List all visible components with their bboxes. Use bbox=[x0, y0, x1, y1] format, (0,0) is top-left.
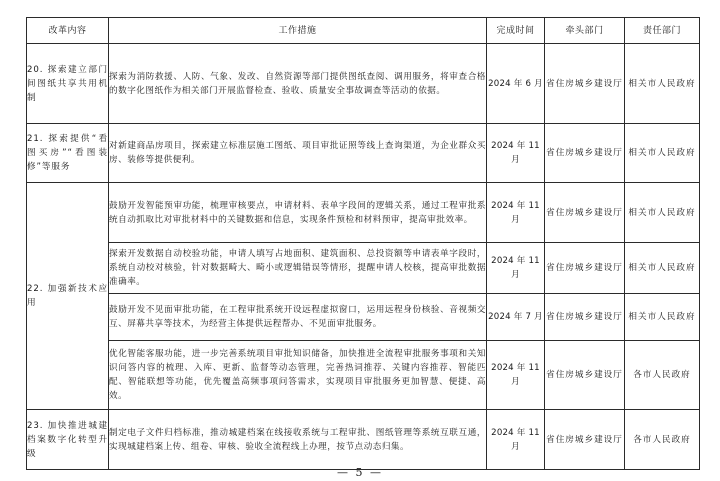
completion-time-cell: 2024 年 11 月 bbox=[487, 410, 545, 470]
responsible-department-cell: 各市人民政府 bbox=[625, 341, 700, 410]
lead-department-cell: 省住房城乡建设厅 bbox=[545, 124, 625, 183]
lead-department-cell: 省住房城乡建设厅 bbox=[545, 243, 625, 294]
completion-time-cell: 2024 年 11 月 bbox=[487, 243, 545, 294]
responsible-department-cell: 相关市人民政府 bbox=[625, 183, 700, 243]
table-row bbox=[27, 124, 700, 183]
table-row bbox=[27, 294, 700, 341]
lead-department-cell: 省住房城乡建设厅 bbox=[545, 183, 625, 243]
completion-time-cell: 2024 年 11 月 bbox=[487, 183, 545, 243]
table-header-row bbox=[27, 18, 700, 44]
table-row bbox=[27, 44, 700, 124]
completion-time-cell: 2024 年 11 月 bbox=[487, 341, 545, 410]
completion-time-cell: 2024 年 7 月 bbox=[487, 294, 545, 341]
table-row bbox=[27, 341, 700, 410]
lead-department-cell: 省住房城乡建设厅 bbox=[545, 44, 625, 124]
table-row bbox=[27, 183, 700, 243]
work-measure-cell: 探索为消防救援、人防、气象、发改、自然资源等部门提供图纸查阅、调用服务，将审查合格的数字化图纸作为相关部门开展监督检查、验收、质量安全事故调查等活动的依据。 bbox=[109, 44, 487, 124]
work-measure-cell: 鼓励开发不见面审批功能，在工程审批系统开设远程虚拟窗口，运用远程身份核验、音视频交互、屏幕共享等技术，为经营主体提供远程帮办、不见面审批服务。 bbox=[109, 294, 487, 341]
table-row bbox=[27, 410, 700, 470]
lead-department-cell: 省住房城乡建设厅 bbox=[545, 341, 625, 410]
responsible-department-cell: 相关市人民政府 bbox=[625, 44, 700, 124]
header-reform-content: 改革内容 bbox=[27, 18, 109, 44]
completion-time-cell: 2024 年 6 月 bbox=[487, 44, 545, 124]
responsible-department-cell: 相关市人民政府 bbox=[625, 294, 700, 341]
work-measure-cell: 优化智能客服功能，进一步完善系统项目审批知识储备，加快推进全流程审批服务事项和关知识问答内容的梳理、入库、更新、监督等动态管理，完善热词推荐、关键内容推荐、智能匹配、智能联想等功能，优先覆盖高频事项问答需求，实现项目审批服务更加智慧、便捷、高效。 bbox=[109, 341, 487, 410]
reform-measures-table bbox=[26, 17, 700, 470]
work-measure-cell: 鼓励开发智能预审功能，梳理审核要点，申请材料、表单字段间的逻辑关系，通过工程审批系统自动抓取比对审批材料中的关键数据和信息，实现条件预检和材料预审，提高审批效率。 bbox=[109, 183, 487, 243]
page-number: — 5 — bbox=[337, 466, 383, 479]
reform-content-cell: 20. 探索建立部门间图纸共享共用机制 bbox=[27, 44, 109, 124]
lead-department-cell: 省住房城乡建设厅 bbox=[545, 410, 625, 470]
responsible-department-cell: 相关市人民政府 bbox=[625, 124, 700, 183]
header-completion-time: 完成时间 bbox=[487, 18, 545, 44]
reform-content-cell: 21. 探索提供“看图买房”“看图装修”等服务 bbox=[27, 124, 109, 183]
reform-content-cell: 23. 加快推进城建档案数字化转型升级 bbox=[27, 410, 109, 470]
lead-department-cell: 省住房城乡建设厅 bbox=[545, 294, 625, 341]
responsible-department-cell: 相关市人民政府 bbox=[625, 243, 700, 294]
header-work-measure: 工作措施 bbox=[109, 18, 487, 44]
work-measure-cell: 探索开发数据自动校验功能，申请人填写占地面积、建筑面积、总投资额等申请表单字段时，系统自动校对核验，针对数据畸大、畸小或逻辑错误等情形，提醒申请人校核，提高审批数据准确率。 bbox=[109, 243, 487, 294]
reform-content-cell: 22. 加强新技术应用 bbox=[27, 183, 109, 410]
completion-time-cell: 2024 年 11 月 bbox=[487, 124, 545, 183]
responsible-department-cell: 各市人民政府 bbox=[625, 410, 700, 470]
work-measure-cell: 对新建商品房项目，探索建立标准层施工图纸、项目审批证照等线上查询渠道，为企业群众买房、装修等提供便利。 bbox=[109, 124, 487, 183]
header-responsible-department: 责任部门 bbox=[625, 18, 700, 44]
table-row bbox=[27, 243, 700, 294]
header-lead-department: 牵头部门 bbox=[545, 18, 625, 44]
work-measure-cell: 制定电子文件归档标准，推动城建档案在线接收系统与工程审批、图纸管理等系统互联互通，实现城建档案上传、组卷、审核、验收全流程线上办理，按节点动态归集。 bbox=[109, 410, 487, 470]
